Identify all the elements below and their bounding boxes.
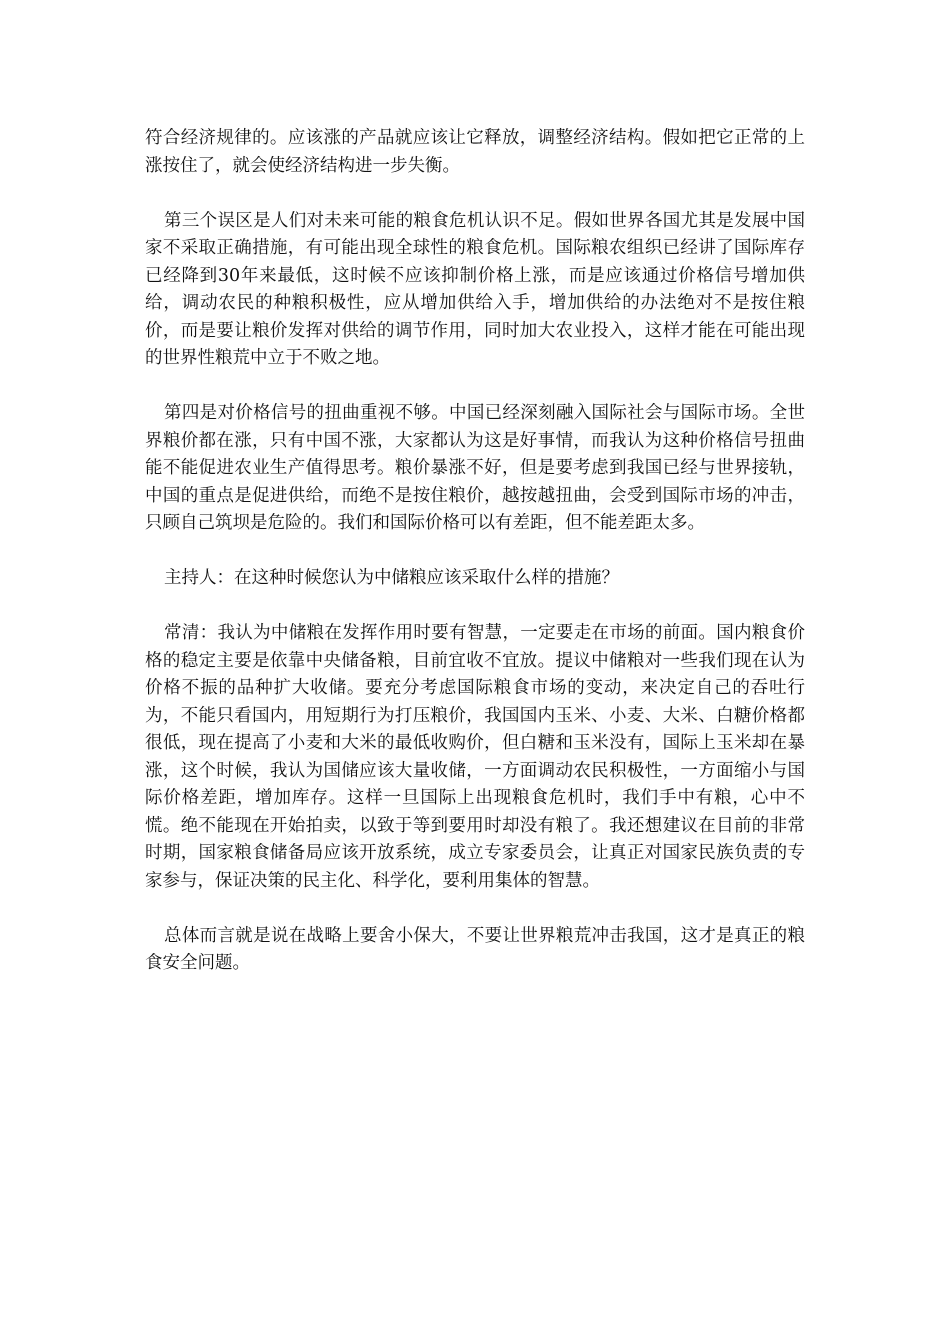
paragraph-fourth-price-signal: 第四是对价格信号的扭曲重视不够。中国已经深刻融入国际社会与国际市场。全世界粮价都在涨，只有中国不涨，大家都认为这是好事情，而我认为这种价格信号扭曲能不能促进农业生产值得思考。粮价暴涨不好，但是要考虑到我国已经与世界接轨，中国的重点是促进供给，而绝不是按住粮价，越按越扭曲，会受到国际市场的冲击，只顾自己筑坝是危险的。我们和国际价格可以有差距，但不能差距太多。: [145, 403, 805, 533]
paragraph-third-misconception: 第三个误区是人们对未来可能的粮食危机认识不足。假如世界各国尤其是发展中国家不采取正确措施，有可能出现全球性的粮食危机。国际粮农组织已经讲了国际库存已经降到30年来最低，这时候不应该抑制价格上涨，而是应该通过价格信号增加供给，调动农民的种粮积极性，应从增加供给入手，增加供给的办法绝对不是按住粮价，而是要让粮价发挥对供给的调节作用，同时加大农业投入，这样才能在可能出现的世界性粮荒中立于不败之地。: [145, 210, 805, 368]
paragraph-chang-qing-answer: 常清：我认为中储粮在发挥作用时要有智慧，一定要走在市场的前面。国内粮食价格的稳定主要是依靠中央储备粮，目前宜收不宜放。提议中储粮对一些我们现在认为价格不振的品种扩大收储。要充分考虑国际粮食市场的变动，来决定自己的吞吐行为，不能只看国内，用短期行为打压粮价，我国国内玉米、小麦、大米、白糖价格都很低，现在提高了小麦和大米的最低收购价，但白糖和玉米没有，国际上玉米却在暴涨，这个时候，我认为国储应该大量收储，一方面调动农民积极性，一方面缩小与国际价格差距，增加库存。这样一旦国际上出现粮食危机时，我们手中有粮，心中不慌。绝不能现在开始拍卖，以致于等到要用时却没有粮了。我还想建议在目前的非常时期，国家粮食储备局应该开放系统，成立专家委员会，让真正对国家民族负责的专家参与，保证决策的民主化、科学化，要利用集体的智慧。: [145, 623, 805, 891]
paragraph-economic-law: 符合经济规律的。应该涨的产品就应该让它释放，调整经济结构。假如把它正常的上涨按住了，就会使经济结构进一步失衡。: [145, 128, 805, 176]
document-page: [145, 125, 805, 1005]
paragraph-host-question: 主持人：在这种时候您认为中储粮应该采取什么样的措施？: [164, 568, 619, 588]
paragraph-conclusion: 总体而言就是说在战略上要舍小保大，不要让世界粮荒冲击我国，这才是真正的粮食安全问题。: [145, 925, 805, 973]
